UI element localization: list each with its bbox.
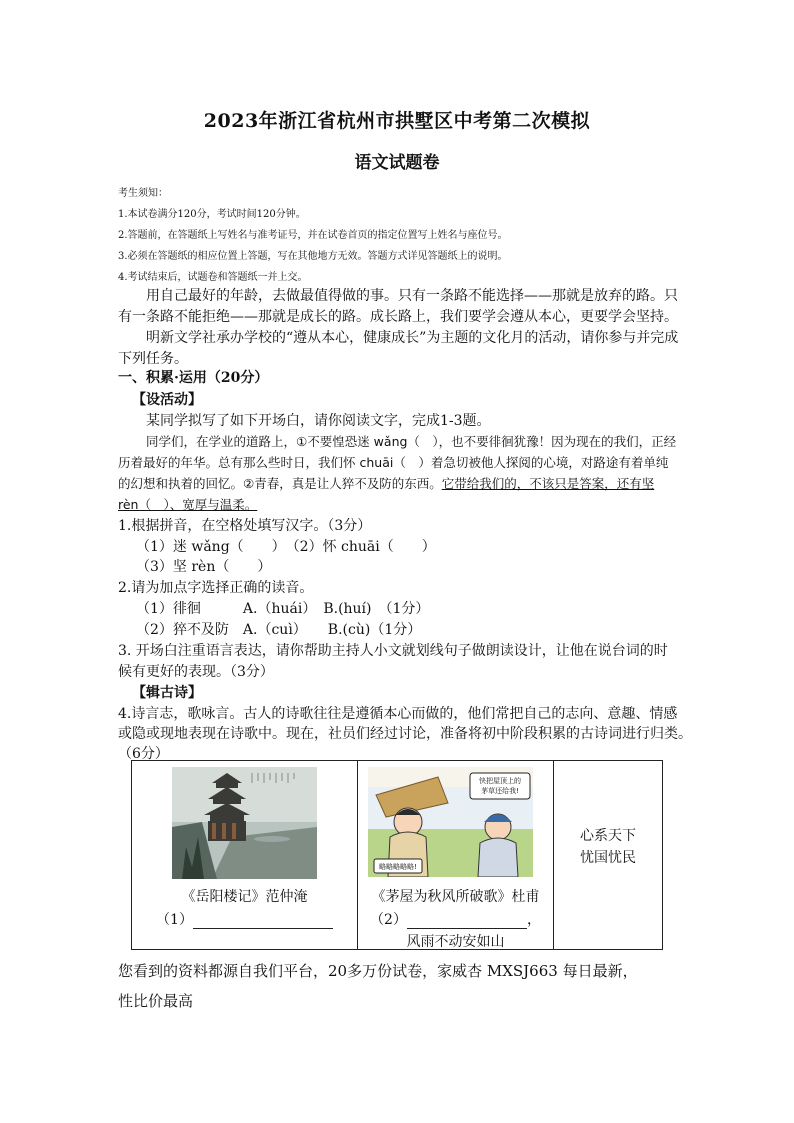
tag-ancient-poems: 【辑古诗】 <box>132 685 202 701</box>
theme-line-2: 忧国忧民 <box>580 850 636 866</box>
blank-2-label: （2） <box>370 912 407 928</box>
theme-line-1: 心系天下 <box>580 828 636 844</box>
svg-text:快把屋顶上的: 快把屋顶上的 <box>479 777 521 785</box>
speech-text: 同学们，在学业的道路上，①不要惶恐迷 wǎng（ ），也不要徘徊犹豫！因为现在的我们，正经历着最好的年华。总有那么些时日，我们怀 chuāi（ ）着急切被他人探阅的心境，对路途有着单纯的幻想和执着的回忆。②青春，真是让人猝不及防的东西。 <box>118 434 677 491</box>
notes-item: 3.必须在答题纸的相应位置上答题，写在其他地方无效。答题方式详见答题纸上的说明。 <box>118 251 508 262</box>
table-cell-maowu <box>358 761 554 949</box>
caption-maowu: 《茅屋为秋风所破歌》杜甫 <box>371 889 540 905</box>
notes-item: 4.考试结束后，试题卷和答题纸一并上交。 <box>118 272 308 283</box>
question-2: 2.请为加点字选择正确的读音。 <box>118 580 314 596</box>
table-cell-theme <box>554 761 662 949</box>
lead-text: 某同学拟写了如下开场白，请你阅读文字，完成1-3题。 <box>146 413 491 429</box>
footer-line-2: 性比价最高 <box>118 992 194 1010</box>
intro-paragraph-2: 明新文学社承办学校的“遵从本心，健康成长”为主题的文化月的活动，请你参与并完成下列任务。 <box>118 330 679 367</box>
exam-notes <box>118 183 678 288</box>
speech-underlined-sentence: 它带给我们的，不该只是答案，还有坚 rèn（ ）、宽厚与温柔。 <box>118 476 655 512</box>
table-cell-yueyang <box>132 761 358 949</box>
svg-text:略略略略略!: 略略略略略! <box>379 863 417 871</box>
opening-speech <box>118 431 678 515</box>
du-fu-cartoon <box>368 767 533 877</box>
poem-table <box>131 760 663 950</box>
question-3-line-2: 候有更好的表现。（3分） <box>118 664 274 680</box>
blank-2: （2） ， <box>370 912 541 928</box>
yueyang-tower-painting <box>172 767 317 879</box>
question-1-blanks-b: （3）坚 rèn（ ） <box>136 559 272 575</box>
question-2-option-a: （1）徘徊 A.（huái） B.(huí) （1分） <box>136 601 430 617</box>
notes-item: 1.本试卷满分120分，考试时间120分钟。 <box>118 209 306 220</box>
question-2-option-b: （2）猝不及防 A.（cuì） B.(cù)（1分） <box>136 622 422 638</box>
tag-design-activity: 【设活动】 <box>132 392 202 408</box>
caption-yueyang: 《岳阳楼记》范仲淹 <box>181 889 308 905</box>
question-4-line-3: （6分） <box>118 746 169 762</box>
question-4-line-2: 或隐或现地表现在诗歌中。现在，社员们经过讨论，准备将初中阶段积累的古诗词进行归类。 <box>118 726 692 742</box>
notes-item: 2.答题前，在答题纸上写姓名与准考证号，并在试卷首页的指定位置写上姓名与座位号。 <box>118 230 508 241</box>
blank-1-label: （1） <box>156 912 193 928</box>
question-1: 1.根据拼音，在空格处填写汉字。（3分） <box>118 518 372 534</box>
blank-2-line[interactable] <box>407 914 527 929</box>
notes-heading: 考生须知： <box>118 188 168 199</box>
question-1-blanks-a: （1）迷 wǎng（ ） （2）怀 chuāi（ ） <box>136 539 436 555</box>
question-4-line-1: 4.诗言志，歌咏言。古人的诗歌往往是遵循本心而做的，他们常把自己的志向、意趣、情感 <box>118 706 678 722</box>
blank-1-line[interactable] <box>193 914 333 929</box>
question-3-line-1: 3. 开场白注重语言表达，请你帮助主持人小文就划线句子做朗读设计，让他在说台词的时 <box>118 643 668 659</box>
section-heading: 一、积累·运用（20分） <box>118 370 269 386</box>
poem-line-tail: 风雨不动安如山 <box>406 934 505 950</box>
blank-1 <box>132 909 357 929</box>
page-title: 2023年浙江省杭州市拱墅区中考第二次模拟 <box>203 110 591 132</box>
svg-text:茅草还给我!: 茅草还给我! <box>481 787 519 795</box>
footer-line-1: 您看到的资料都源自我们平台，20多万份试卷，家威杏 MXSJ663 每日最新， <box>118 962 638 980</box>
intro-paragraph-1: 用自己最好的年龄，去做最值得做的事。只有一条路不能选择——那就是放弃的路。只有一条路不能拒绝——那就是成长的路。成长路上，我们要学会遵从本心，更要学会坚持。 <box>118 288 678 325</box>
page-subtitle: 语文试题卷 <box>354 153 440 173</box>
